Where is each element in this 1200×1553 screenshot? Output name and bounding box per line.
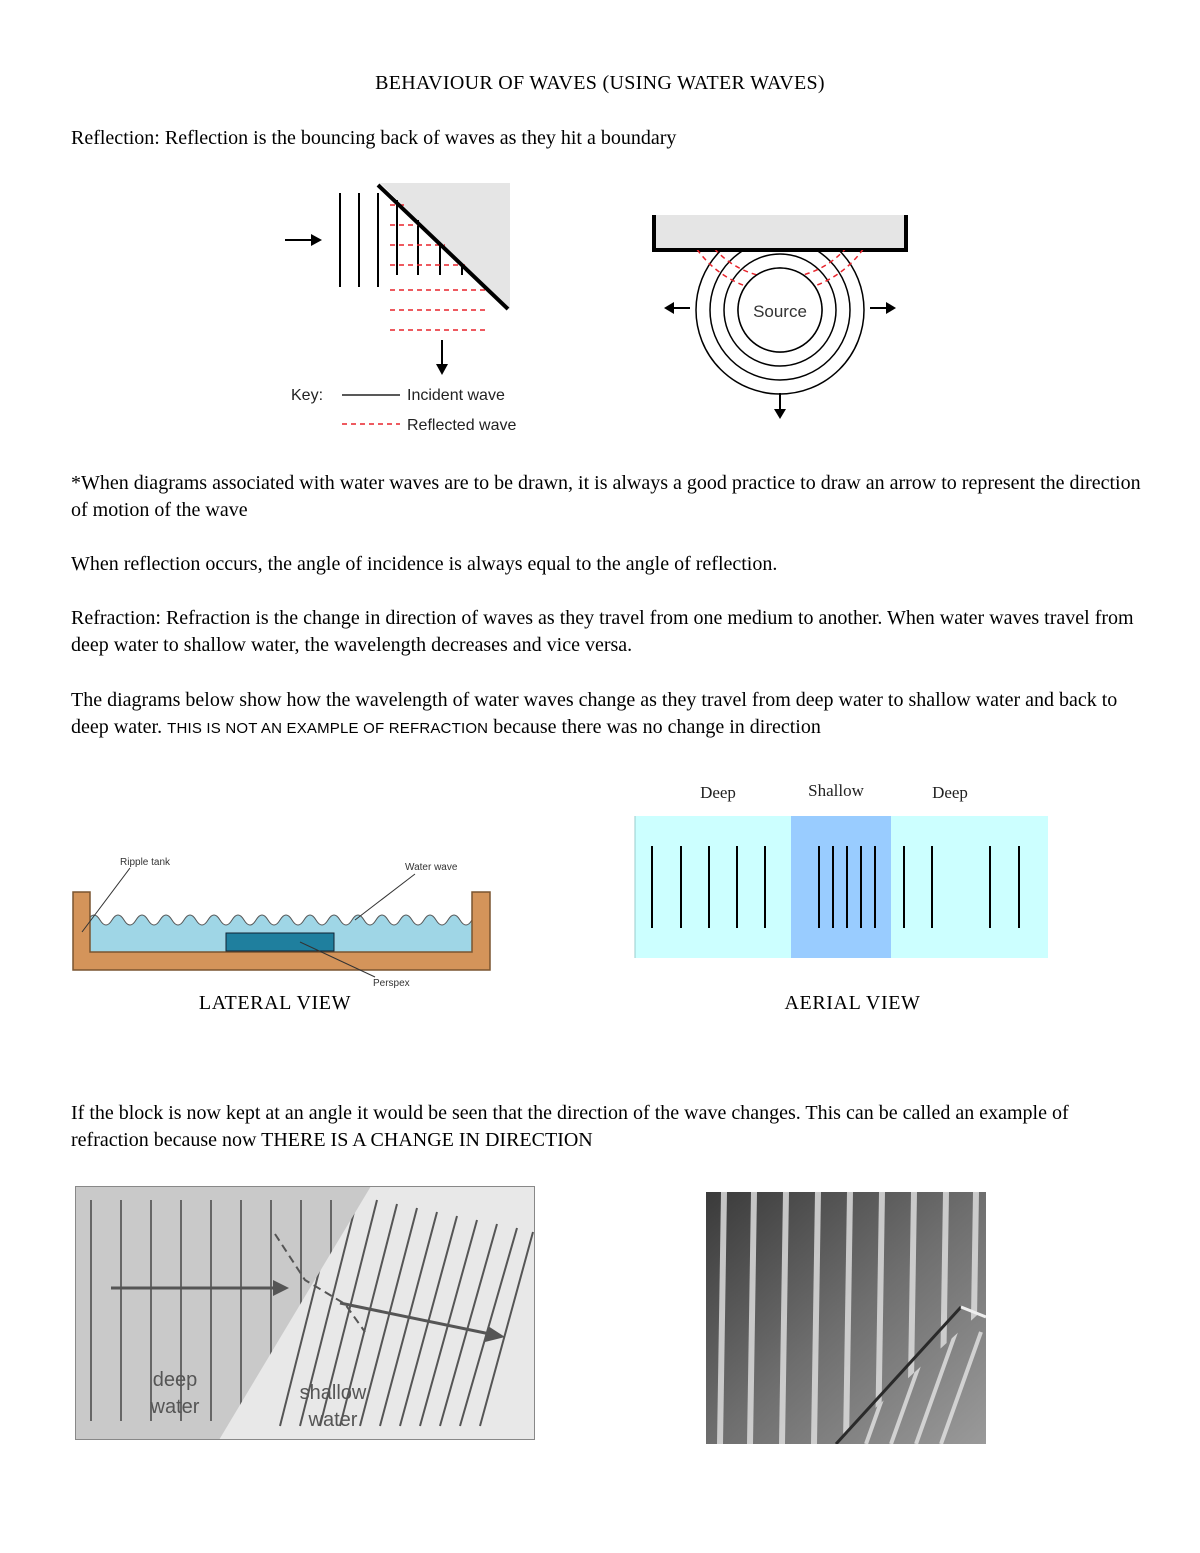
aerial-view-caption: AERIAL VIEW (784, 992, 921, 1014)
wavelength-paragraph (71, 687, 1146, 742)
wavelength-text-after: because there was no change in direction (488, 716, 821, 738)
arrow-head-icon (311, 234, 322, 246)
refraction-diagram (75, 1186, 537, 1444)
refraction-definition: Refraction: Refraction is the change in direction of waves as they travel from one medium to another. When water waves travel from deep water to shallow water, the wavelength decreases and vice versa. (71, 607, 1134, 656)
lateral-view-diagram (70, 850, 500, 990)
shallow-water-label-line2: water (308, 1409, 358, 1431)
aerial-view-diagram (630, 778, 1060, 968)
perspex-label: Perspex (373, 978, 410, 989)
ripple-tank-photo (706, 1192, 986, 1444)
lateral-view-caption: LATERAL VIEW (198, 992, 352, 1014)
reflecting-wall (654, 215, 906, 250)
arrow-head-icon (774, 409, 786, 419)
perspex-block (226, 933, 334, 951)
deep-region-right (891, 816, 1048, 958)
page-title: BEHAVIOUR OF WAVES (USING WATER WAVES) (375, 72, 825, 94)
water-wave-label: Water wave (405, 862, 458, 873)
not-refraction-emphasis: THIS IS NOT AN EXAMPLE OF REFRACTION (167, 720, 489, 737)
deep-label-left: Deep (700, 783, 736, 802)
water-wave-leader (355, 874, 415, 920)
deep-water-label-line2: water (150, 1396, 200, 1418)
reflection-definition: Reflection: Reflection is the bouncing back of waves as they hit a boundary (71, 127, 677, 149)
ripple-tank-label: Ripple tank (120, 857, 171, 868)
deep-region-left (635, 816, 791, 958)
angle-paragraph: If the block is now kept at an angle it would be seen that the direction of the wave changes. This can be called an example of refraction because now THERE IS A CHANGE IN DIRECTION (71, 1102, 1069, 1151)
plane-reflection-diagram (270, 175, 550, 440)
key-incident-label: Incident wave (407, 387, 505, 404)
deep-label-right: Deep (932, 783, 968, 802)
arrow-head-icon (436, 364, 448, 375)
deep-water-label-line1: deep (152, 1369, 198, 1391)
arrow-head-icon (886, 302, 896, 314)
wavelength-text-before: The diagrams below show how the wavelength of water waves change as they travel from deep water to shallow water and back to deep water. (71, 689, 1118, 738)
reflection-law: When reflection occurs, the angle of incidence is always equal to the angle of reflection. (71, 553, 778, 575)
shallow-water-label-line1: shallow (299, 1382, 367, 1404)
source-label: Source (753, 302, 807, 321)
shallow-label: Shallow (808, 781, 864, 800)
key-label: Key: (291, 387, 324, 404)
key-reflected-label: Reflected wave (407, 417, 517, 434)
arrow-head-icon (664, 302, 674, 314)
arrow-note: *When diagrams associated with water waves are to be drawn, it is always a good practice to draw an arrow to represent the direction of motion of the wave (71, 472, 1141, 521)
circular-reflection-diagram (640, 205, 920, 430)
